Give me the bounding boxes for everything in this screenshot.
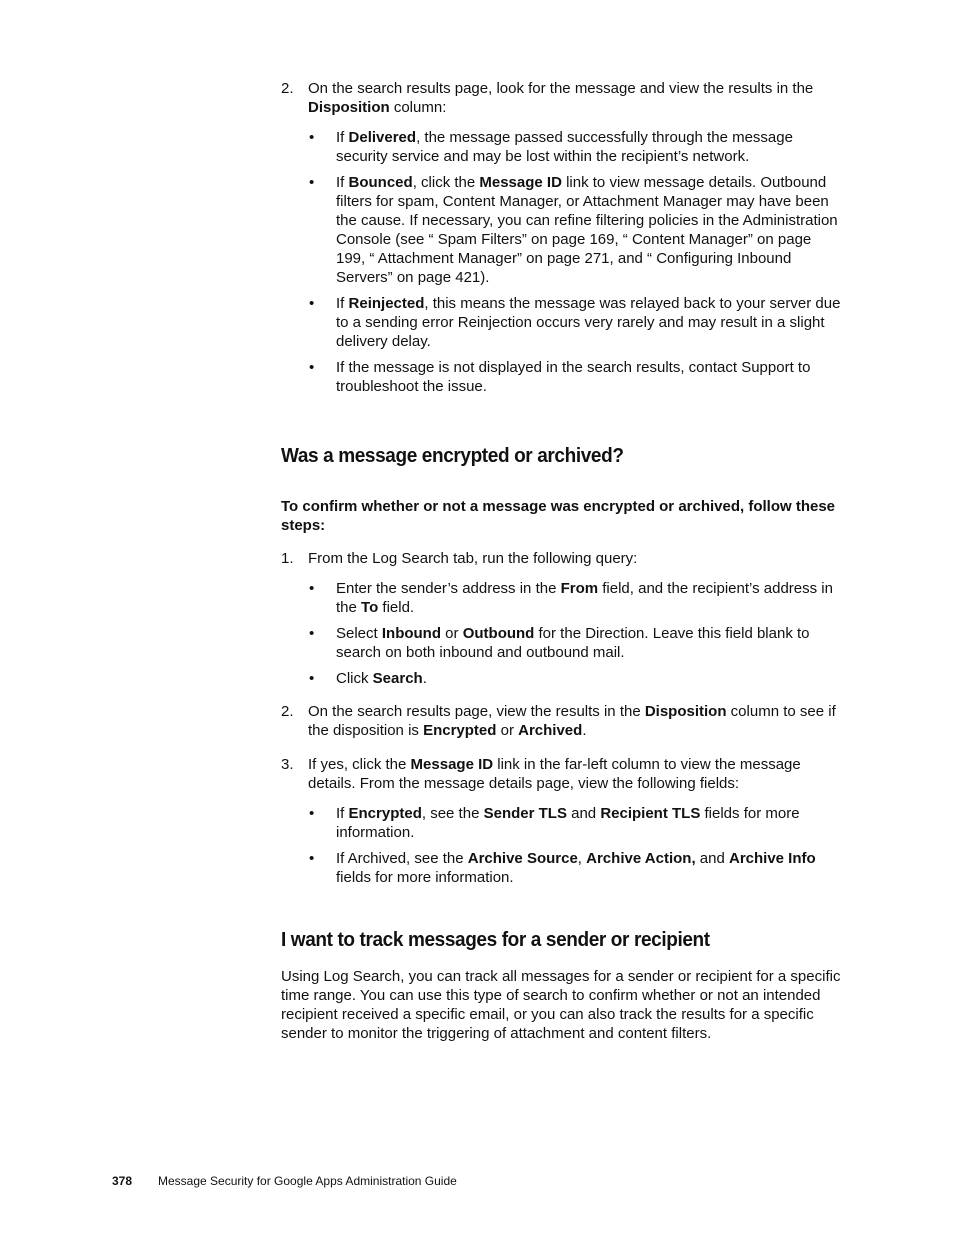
step-bold-term: Disposition: [308, 99, 390, 116]
text: If the message is not displayed in the search results, contact Support to troubleshoot the issue.: [336, 359, 811, 395]
step-2-view-disposition: [281, 702, 841, 740]
section-heading-track-messages: I want to track messages for a sender or recipient: [281, 929, 710, 951]
query-bullet-list: [308, 579, 841, 688]
text: If Archived, see the: [336, 850, 468, 867]
bullet-icon: •: [309, 129, 315, 146]
text: .: [582, 722, 587, 739]
bold-term: Bounced: [348, 174, 413, 191]
bold-term: Archive Action,: [586, 850, 696, 867]
document-title: Message Security for Google Apps Administration Guide: [158, 1174, 457, 1188]
text: If: [336, 129, 349, 146]
bold-term: From: [560, 580, 599, 597]
disposition-bullet-list: [308, 128, 841, 396]
list-item: [308, 358, 841, 396]
bold-term: Message ID: [410, 756, 494, 773]
bold-term: Message ID: [479, 174, 562, 191]
bold-term: Search: [372, 670, 423, 687]
list-item: [308, 849, 841, 887]
text: ,: [577, 850, 587, 867]
text: for the Direction. Leave this field blank to search on both inbound and outbound mail.: [336, 625, 810, 661]
bold-term: Encrypted: [348, 805, 422, 822]
section-body-paragraph: Using Log Search, you can track all messages for a sender or recipient for a specific time range. You can use this type of search to confirm whether or not an intended recipient received a specific email, or you can also track the results for a specific sender to monitor the triggering of attachment and content filters.: [281, 968, 841, 1042]
text: If: [336, 805, 349, 822]
bold-term: Disposition: [644, 703, 727, 720]
bold-term: Outbound: [462, 625, 535, 642]
bold-term: To: [361, 599, 379, 616]
page-content: [281, 79, 841, 1043]
bullet-icon: •: [309, 670, 315, 687]
text: .: [422, 670, 427, 687]
text: or: [441, 625, 463, 642]
bold-term: Archive Source: [467, 850, 578, 867]
text: Enter the sender’s address in the: [336, 580, 561, 597]
bold-term: Archive Info: [728, 850, 816, 867]
list-item: [308, 128, 841, 166]
bold-term: Archived: [518, 722, 583, 739]
list-item: [308, 579, 841, 617]
page-footer: [112, 1174, 457, 1189]
text: link in the far-left column to view the message details. From the message details page, view the following fields:: [308, 756, 801, 792]
bullet-icon: •: [309, 850, 315, 867]
bullet-icon: •: [309, 359, 315, 376]
list-item: [308, 294, 841, 351]
step-text: From the Log Search tab, run the following query:: [308, 550, 638, 567]
text: , the message passed successfully through the message security service and may be lost within the recipient’s network.: [336, 129, 793, 165]
bold-term: Reinjected: [348, 295, 425, 312]
bullet-icon: •: [309, 295, 315, 312]
text: or: [496, 722, 519, 739]
text: link to view message details. Outbound filters for spam, Content Manager, or Attachment Manager may have been the cause. If necessary, you can refine filtering policies in the Administration Console (see “ Spam Filters” on page 169, “ Content Manager” on page 199, “ Attachment Manager” on page 271, and “ Configuring Inbound Servers” on page 421).: [336, 174, 838, 286]
bullet-icon: •: [309, 805, 315, 822]
text: , click the: [412, 174, 480, 191]
step-text: On the search results page, look for the message and view the results in the: [308, 80, 814, 97]
bullet-icon: •: [309, 174, 315, 191]
text: , see the: [421, 805, 484, 822]
list-item: [308, 804, 841, 842]
bullet-icon: •: [309, 625, 315, 642]
text: , this means the message was relayed back to your server due to a sending error Reinjection occurs very rarely and may result in a slight delivery delay.: [336, 295, 841, 350]
step-number: 2.: [281, 703, 294, 720]
bullet-icon: •: [309, 580, 315, 597]
bold-term: Delivered: [348, 129, 417, 146]
text: If yes, click the: [308, 756, 411, 773]
procedure-intro: To confirm whether or not a message was encrypted or archived, follow these steps:: [281, 498, 836, 534]
page-number: 378: [112, 1174, 133, 1188]
text: field.: [378, 599, 415, 616]
text: Select: [336, 625, 382, 642]
text: If: [336, 174, 349, 191]
bold-term: Sender TLS: [483, 805, 567, 822]
text: field, and the recipient’s address in the: [336, 580, 833, 616]
step-number: 3.: [281, 756, 294, 773]
step-number: 1.: [281, 550, 294, 567]
text: fields for more information.: [336, 805, 800, 841]
text: On the search results page, view the results in the: [308, 703, 645, 720]
step-number: 2.: [281, 80, 294, 97]
bold-term: Inbound: [381, 625, 442, 642]
step-2-view-disposition: [281, 79, 841, 396]
step-text: column:: [389, 99, 447, 116]
list-item: [308, 173, 841, 287]
bold-term: Recipient TLS: [600, 805, 701, 822]
text: column to see if the disposition is: [308, 703, 836, 739]
text: fields for more information.: [336, 869, 514, 886]
section-heading-encrypted-archived: Was a message encrypted or archived?: [281, 445, 624, 467]
text: and: [566, 805, 601, 822]
text: Click: [336, 670, 373, 687]
list-item: [308, 624, 841, 662]
bold-term: Encrypted: [423, 722, 497, 739]
step-1-run-query: [281, 549, 841, 688]
details-bullet-list: [308, 804, 841, 887]
text: If: [336, 295, 349, 312]
step-3-view-details: [281, 755, 841, 887]
text: and: [695, 850, 729, 867]
list-item: [308, 669, 841, 688]
